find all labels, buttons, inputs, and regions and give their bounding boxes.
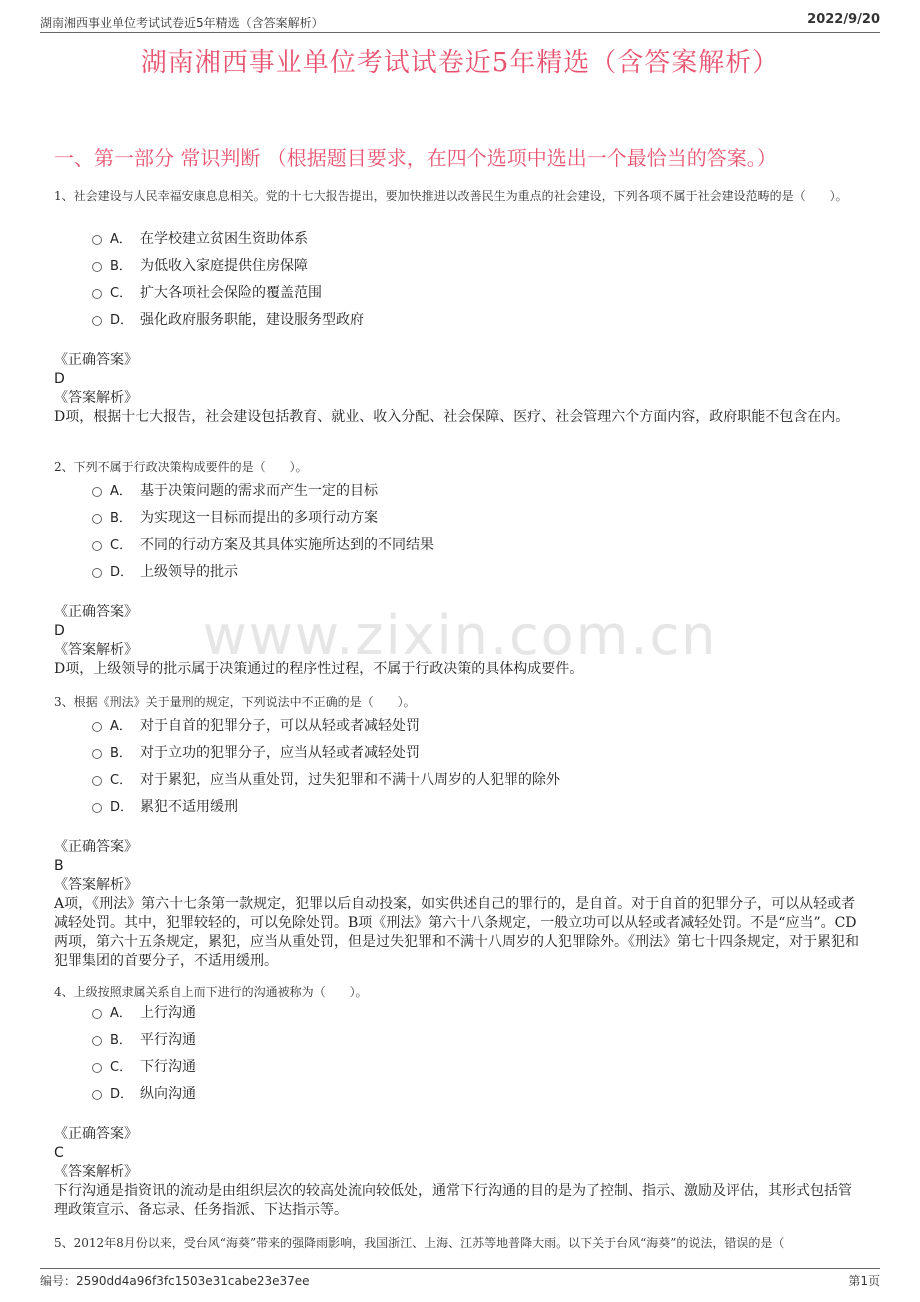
- question-4-options: [92, 998, 196, 1106]
- section-heading: 一、第一部分 常识判断 （根据题目要求，在四个选项中选出一个最恰当的答案。）: [54, 146, 777, 170]
- radio-icon[interactable]: [92, 722, 102, 732]
- radio-icon[interactable]: [92, 316, 102, 326]
- question-4-option-d[interactable]: D． 纵向沟通: [92, 1079, 196, 1106]
- question-3-answer-block: [54, 838, 864, 971]
- answer-label: 《正确答案》: [54, 604, 138, 620]
- question-3-option-a[interactable]: A． 对于自首的犯罪分子，可以从轻或者减轻处罚: [92, 711, 560, 738]
- analysis-text: D项，上级领导的批示属于决策通过的程序性过程，不属于行政决策的具体构成要件。: [54, 661, 584, 677]
- radio-icon[interactable]: [92, 568, 102, 578]
- page-header: [40, 10, 880, 30]
- analysis-text: D项，根据十七大报告，社会建设包括教育、就业、收入分配、社会保障、医疗、社会管理六个方面内容，政府职能不包含在内。: [54, 409, 850, 425]
- radio-icon[interactable]: [92, 1036, 102, 1046]
- radio-icon[interactable]: [92, 541, 102, 551]
- question-5-text: 5、2012年8月份以来，受台风“海葵”带来的强降雨影响，我国浙江、上海、江苏等地普降大雨。以下关于台风“海葵”的说法，错误的是（: [54, 1236, 785, 1250]
- radio-icon[interactable]: [92, 235, 102, 245]
- radio-icon[interactable]: [92, 487, 102, 497]
- question-2-option-a[interactable]: A． 基于决策问题的需求而产生一定的目标: [92, 476, 434, 503]
- question-4-option-c[interactable]: C． 下行沟通: [92, 1052, 196, 1079]
- question-4-text: 4、上级按照隶属关系自上而下进行的沟通被称为（ ）。: [54, 985, 368, 999]
- question-3-options: [92, 711, 560, 819]
- answer-value: C: [54, 1145, 64, 1161]
- answer-label: 《正确答案》: [54, 352, 138, 368]
- question-4-option-a[interactable]: A． 上行沟通: [92, 998, 196, 1025]
- radio-icon[interactable]: [92, 289, 102, 299]
- question-4-option-b[interactable]: B． 平行沟通: [92, 1025, 196, 1052]
- analysis-label: 《答案解析》: [54, 642, 138, 658]
- question-1-option-c[interactable]: C． 扩大各项社会保险的覆盖范围: [92, 278, 364, 305]
- question-3-option-b[interactable]: B． 对于立功的犯罪分子，应当从轻或者减轻处罚: [92, 738, 560, 765]
- header-date: 2022/9/20: [807, 12, 880, 27]
- question-2-text: 2、下列不属于行政决策构成要件的是（ ）。: [54, 460, 308, 474]
- radio-icon[interactable]: [92, 1090, 102, 1100]
- answer-value: D: [54, 623, 65, 639]
- question-1-answer-block: [54, 351, 864, 427]
- analysis-text: 下行沟通是指资讯的流动是由组织层次的较高处流向较低处，通常下行沟通的目的是为了控制、指示、激励及评估，其形式包括管理政策宣示、备忘录、任务指派、下达指示等。: [54, 1183, 852, 1218]
- answer-label: 《正确答案》: [54, 839, 138, 855]
- question-3-text: 3、根据《刑法》关于量刑的规定，下列说法中不正确的是（ ）。: [54, 695, 416, 709]
- answer-label: 《正确答案》: [54, 1126, 138, 1142]
- header-doc-title: 湖南湘西事业单位考试试卷近5年精选（含答案解析）: [40, 16, 324, 30]
- answer-value: B: [54, 858, 64, 874]
- radio-icon[interactable]: [92, 749, 102, 759]
- question-2-option-c[interactable]: C． 不同的行动方案及其具体实施所达到的不同结果: [92, 530, 434, 557]
- radio-icon[interactable]: [92, 803, 102, 813]
- header-divider: [40, 32, 880, 33]
- analysis-label: 《答案解析》: [54, 1164, 138, 1180]
- radio-icon[interactable]: [92, 514, 102, 524]
- document-id: 编号：2590dd4a96f3fc1503e31cabe23e37ee: [40, 1274, 310, 1288]
- question-1-option-d[interactable]: D． 强化政府服务职能，建设服务型政府: [92, 305, 364, 332]
- question-2-answer-block: [54, 603, 864, 679]
- watermark: www.zixin.com.cn: [202, 604, 718, 667]
- question-1-text: 1、社会建设与人民幸福安康息息相关。党的十七大报告提出，要加快推进以改善民生为重点的社会建设，下列各项不属于社会建设范畴的是（ ）。: [54, 189, 848, 203]
- question-4-answer-block: [54, 1125, 864, 1220]
- analysis-text: A项，《刑法》第六十七条第一款规定，犯罪以后自动投案，如实供述自己的罪行的，是自首。对于自首的犯罪分子，可以从轻或者减轻处罚。其中，犯罪较轻的，可以免除处罚。B项《刑法》第六十八条规定，一般立功可以从轻或者减轻处罚。不是“应当”。CD两项，第六十五条规定，累犯，应当从重处罚，但是过失犯罪和不满十八周岁的人犯罪除外。《刑法》第七十四条规定，对于累犯和犯罪集团的首要分子，不适用缓刑。: [54, 896, 859, 969]
- footer-divider: [40, 1268, 880, 1269]
- radio-icon[interactable]: [92, 1063, 102, 1073]
- question-3-option-c[interactable]: C． 对于累犯，应当从重处罚，过失犯罪和不满十八周岁的人犯罪的除外: [92, 765, 560, 792]
- page-number: 第1页: [848, 1274, 880, 1288]
- question-1-option-b[interactable]: B． 为低收入家庭提供住房保障: [92, 251, 364, 278]
- answer-value: D: [54, 371, 65, 387]
- analysis-label: 《答案解析》: [54, 877, 138, 893]
- radio-icon[interactable]: [92, 262, 102, 272]
- question-2-option-b[interactable]: B． 为实现这一目标而提出的多项行动方案: [92, 503, 434, 530]
- question-2-option-d[interactable]: D． 上级领导的批示: [92, 557, 434, 584]
- document-title: 湖南湘西事业单位考试试卷近5年精选（含答案解析）: [140, 48, 780, 78]
- question-1-options: [92, 224, 364, 332]
- question-1-option-a[interactable]: A． 在学校建立贫困生资助体系: [92, 224, 364, 251]
- analysis-label: 《答案解析》: [54, 390, 138, 406]
- radio-icon[interactable]: [92, 776, 102, 786]
- question-3-option-d[interactable]: D． 累犯不适用缓刑: [92, 792, 560, 819]
- question-2-options: [92, 476, 434, 584]
- radio-icon[interactable]: [92, 1009, 102, 1019]
